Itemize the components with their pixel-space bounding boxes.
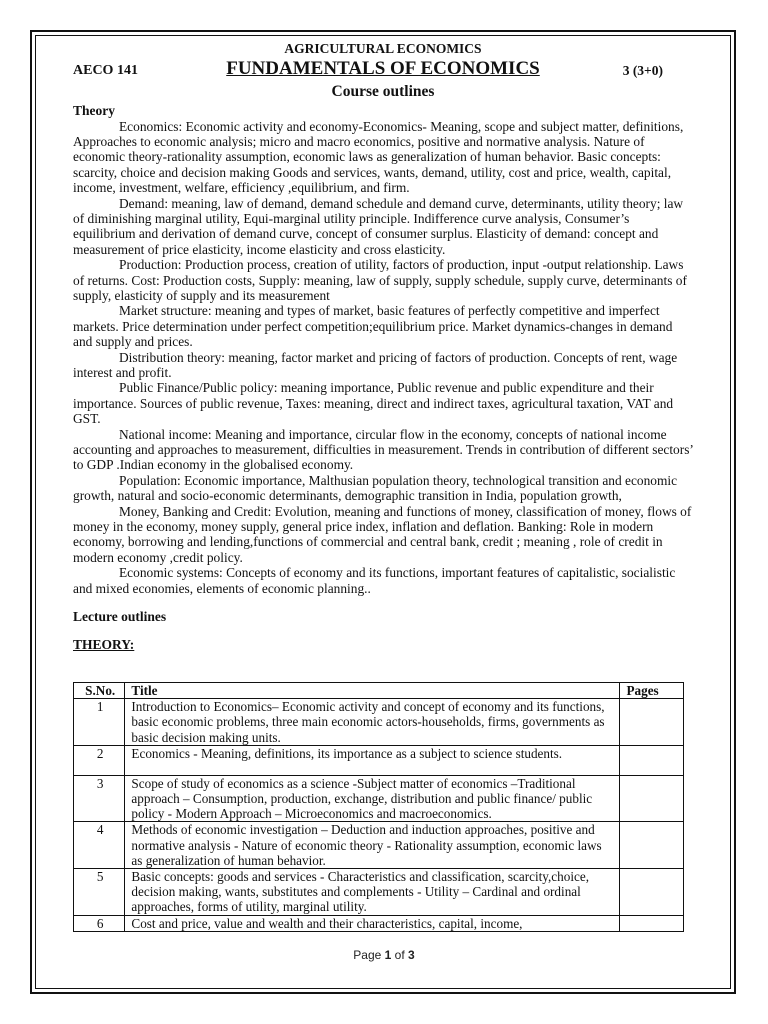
table-cell-title: Methods of economic investigation – Deduction and induction approaches, positive and normative analysis - Nature of economic theory - Rationality assumption, economic laws as generalization of human behavior. (125, 822, 620, 869)
table-row (74, 699, 684, 746)
paragraph-public-finance: Public Finance/Public policy: meaning importance, Public revenue and public expenditure and their importance. Sources of public revenue, Taxes: meaning, direct and indirect taxes, agricultural taxation, VAT and GST. (73, 380, 674, 427)
table-row (74, 775, 684, 822)
table-cell-pages (620, 915, 684, 931)
table-row (74, 869, 684, 916)
course-credits: 3 (3+0) (622, 63, 663, 78)
paragraph-money-banking: Money, Banking and Credit: Evolution, meaning and functions of money, classification of money, flows of money in the economy, money supply, general price index, inflation and deflation. Banking: Role in modern economy, borrowing and lending,functions of commercial and central bank, credit ; meaning , role of credit in modern economy ,credit policy. (73, 503, 692, 565)
table-cell-pages (620, 822, 684, 869)
table-row (74, 745, 684, 775)
department-heading: AGRICULTURAL ECONOMICS (284, 41, 482, 56)
column-header-sno: S.No. (74, 683, 125, 699)
paragraph-production: Production: Production process, creation of utility, factors of production, input -output relationship. Laws of returns. Cost: Production costs, Supply: meaning, law of supply, supply schedule, supply curve, determinants of supply, elasticity of supply and its measurement (73, 257, 687, 303)
paragraph-market-structure: Market structure: meaning and types of market, basic features of perfectly competitive and imperfect markets. Price determination under perfect competition;equilibrium price. Market dynamics-changes in demand and supply and prices. (73, 303, 673, 350)
table-cell-sno: 5 (74, 869, 125, 916)
table-cell-pages (620, 775, 684, 822)
table-row (74, 915, 684, 931)
theory-heading: Theory (73, 103, 115, 118)
lecture-outlines-heading: Lecture outlines (73, 609, 167, 625)
table-cell-sno: 2 (74, 745, 125, 775)
table-cell-sno: 1 (74, 699, 125, 746)
course-title-row (73, 58, 693, 82)
course-outlines-subtitle: Course outlines (331, 83, 435, 100)
total-pages-number: 3 (408, 948, 415, 962)
current-page-number: 1 (384, 948, 392, 962)
table-cell-title: Cost and price, value and wealth and their characteristics, capital, income, (125, 915, 620, 931)
column-header-pages: Pages (620, 683, 684, 699)
paragraph-demand: Demand: meaning, law of demand, demand schedule and demand curve, determinants, utility theory; law of diminishing marginal utility, Equi-marginal utility principle. Indifference curve analysis, Consumer’s equilibrium and derivation of demand curve, concept of consumer surplus. Elasticity of demand: concept and measurement of price elasticity, income elasticity and cross elasticity. (73, 195, 684, 257)
table-cell-title: Economics - Meaning, definitions, its importance as a subject to science students. (125, 745, 620, 775)
document-body (73, 40, 693, 653)
table-cell-title: Scope of study of economics as a science -Subject matter of economics –Traditional approach – Consumption, production, exchange, distribution and public finance/ public policy - Modern Approach – Microeconomics and macroeconomics. (125, 775, 620, 822)
paragraph-national-income: National income: Meaning and importance, circular flow in the economy, concepts of national income accounting and approaches to measurement, difficulties in measurement. Trends in contribution of different sectors’ to GDP .Indian economy in the globalised economy. (73, 426, 693, 473)
table-cell-sno: 3 (74, 775, 125, 822)
paragraph-economics: Economics: Economic activity and economy-Economics- Meaning, scope and subject matter, definitions, Approaches to economic analysis; micro and macro economics, positive and normative analysis. Nature of economic theory-rationality assumption, economic laws as generalization of human behavior. Basic concepts: scarcity, choice and decision making Goods and services, wants, demand, utility, cost and price, wealth, capital, income, investment, welfare, efficiency ,equilibrium, and firm. (73, 118, 684, 196)
paragraph-population: Population: Economic importance, Malthusian population theory, technological transition and economic growth, natural and socio-economic determinants, demographic transition in India, population growth, (73, 472, 678, 504)
course-code: AECO 141 (73, 63, 138, 78)
table-cell-title: Introduction to Economics– Economic activity and concept of economy and its functions, basic economic problems, three main economic actors-households, firms, governments as basic decision making units. (125, 699, 620, 746)
course-title: FUNDAMENTALS OF ECONOMICS (226, 58, 540, 79)
lecture-outline-table (73, 682, 684, 932)
table-header-row (74, 683, 684, 699)
table-cell-title: Basic concepts: goods and services - Characteristics and classification, scarcity,choice, decision making, wants, substitutes and complements - Utility – Cardinal and ordinal approaches, forms of utility, marginal utility. (125, 869, 620, 916)
page-number-footer (0, 948, 768, 962)
theory-caps-heading: THEORY: (73, 637, 135, 653)
page-word: Page (353, 948, 382, 962)
paragraph-economic-systems: Economic systems: Concepts of economy and its functions, important features of capitalistic, socialistic and mixed economies, elements of economic planning.. (73, 565, 676, 596)
column-header-title: Title (125, 683, 620, 699)
table-cell-pages (620, 745, 684, 775)
of-word: of (394, 948, 405, 962)
table-cell-pages (620, 699, 684, 746)
paragraph-distribution: Distribution theory: meaning, factor market and pricing of factors of production. Concepts of rent, wage interest and profit. (73, 349, 678, 380)
table-cell-sno: 4 (74, 822, 125, 869)
table-row (74, 822, 684, 869)
table-cell-pages (620, 869, 684, 916)
table-cell-sno: 6 (74, 915, 125, 931)
